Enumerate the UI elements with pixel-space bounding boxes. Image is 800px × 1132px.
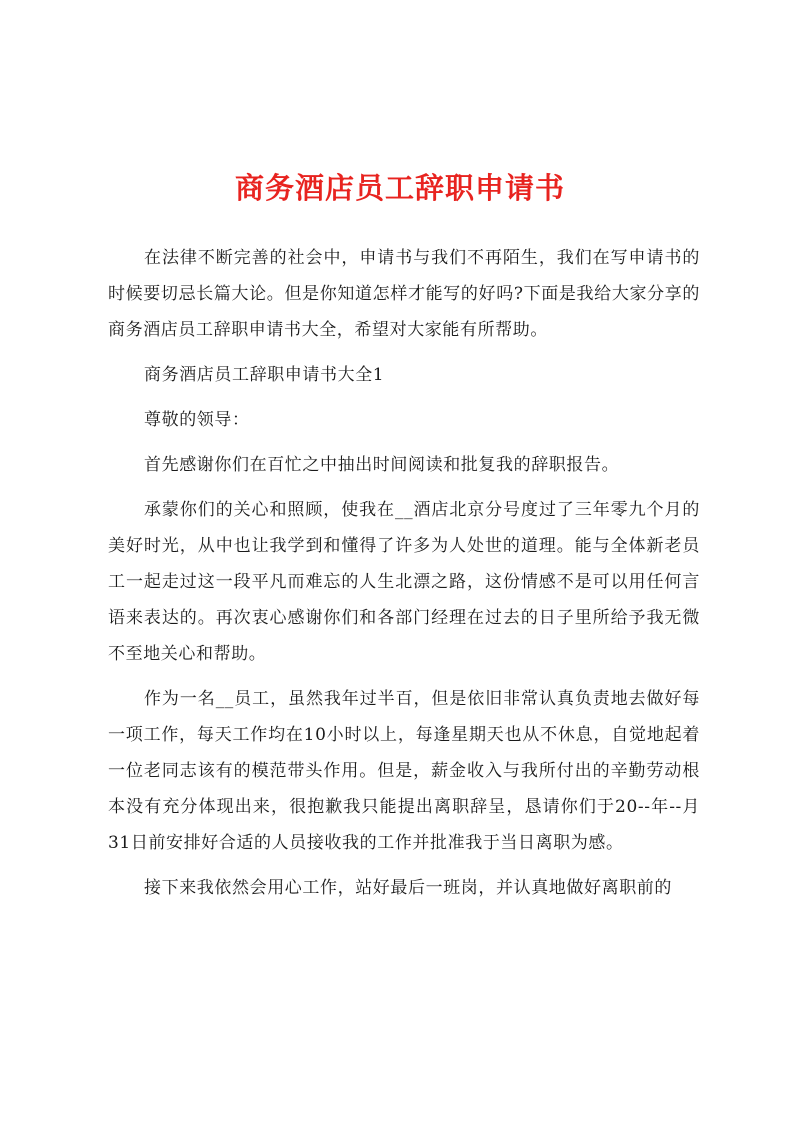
salutation: 尊敬的领导：	[144, 410, 250, 430]
document-body	[108, 240, 700, 915]
document-title: 商务酒店员工辞职申请书	[234, 171, 565, 205]
body-paragraph: 作为一名__员工，虽然我年过半百，但是依旧非常认真负责地去做好每一项工作，每天工作均在10小时以上，每逢星期天也从不休息，自觉地起着一位老同志该有的模范带头作用。但是，薪金收入与我所付出的辛勤劳动根本没有充分体现出来，很抱歉我只能提出离职辞呈，恳请你们于20--年--月31日前安排好合适的人员接收我的工作并批准我于当日离职为感。	[108, 689, 700, 853]
section-heading: 商务酒店员工辞职申请书大全1	[144, 365, 385, 385]
body-paragraph: 首先感谢你们在百忙之中抽出时间阅读和批复我的辞职报告。	[144, 455, 620, 475]
body-paragraph: 承蒙你们的关心和照顾，使我在__酒店北京分号度过了三年零九个月的美好时光，从中也让我学到和懂得了许多为人处世的道理。能与全体新老员工一起走过这一段平凡而难忘的人生北漂之路，这份情感不是可以用任何言语来表达的。再次衷心感谢你们和各部门经理在过去的日子里所给予我无微不至地关心和帮助。	[108, 500, 700, 664]
body-paragraph: 接下来我依然会用心工作，站好最后一班岗，并认真地做好离职前的	[144, 878, 672, 898]
intro-paragraph: 在法律不断完善的社会中，申请书与我们不再陌生，我们在写申请书的时候要切忌长篇大论。但是你知道怎样才能写的好吗?下面是我给大家分享的商务酒店员工辞职申请书大全，希望对大家能有所帮助。	[108, 248, 700, 340]
